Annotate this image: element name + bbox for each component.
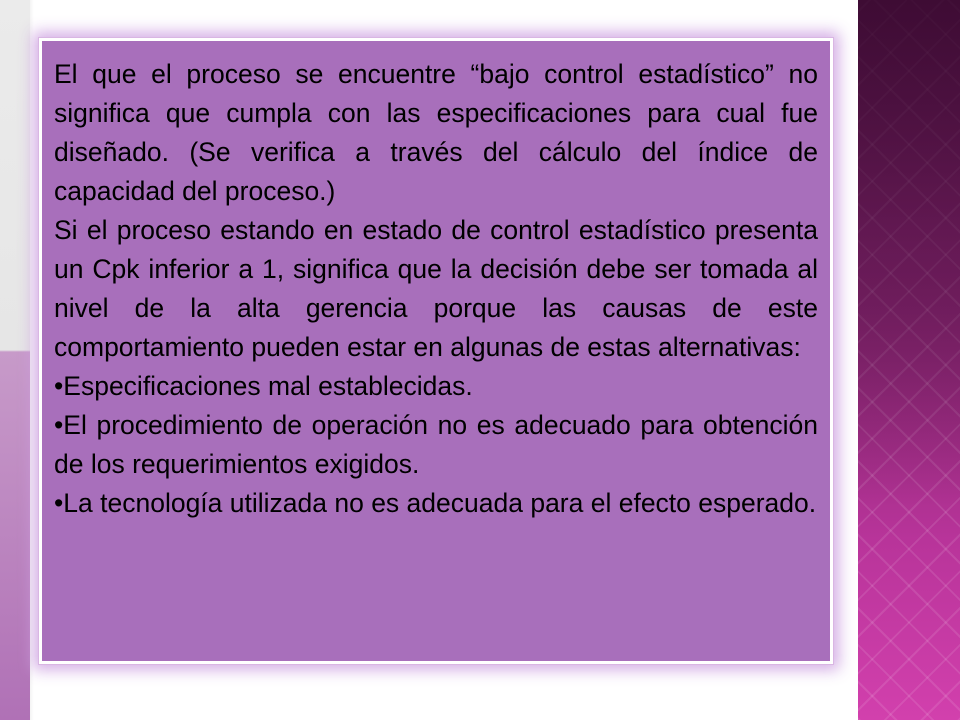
slide-content-box — [39, 38, 833, 664]
paragraph-cpk-decision: Si el proceso estando en estado de control estadístico presenta un Cpk inferior a 1, significa que la decisión debe ser tomada al nivel de la alta gerencia porque las causas de este comportamiento pueden estar en algunas de estas alternativas: — [54, 215, 818, 362]
left-decorative-bar — [0, 0, 30, 720]
bullet-specifications: •Especificaciones mal establecidas. — [54, 371, 473, 401]
paragraph-process-control: El que el proceso se encuentre “bajo control estadístico” no significa que cumpla con las especificaciones para cual fue diseñado. (Se verifica a través del cálculo del índice de capacidad del proceso.) — [54, 59, 818, 206]
bullet-procedure: •El procedimiento de operación no es adecuado para obtención de los requerimientos exigidos. — [54, 410, 818, 479]
left-bar-edge — [30, 0, 34, 720]
right-diamond-pattern-panel — [858, 0, 960, 720]
bullet-technology: •La tecnología utilizada no es adecuada para el efecto esperado. — [54, 488, 817, 518]
